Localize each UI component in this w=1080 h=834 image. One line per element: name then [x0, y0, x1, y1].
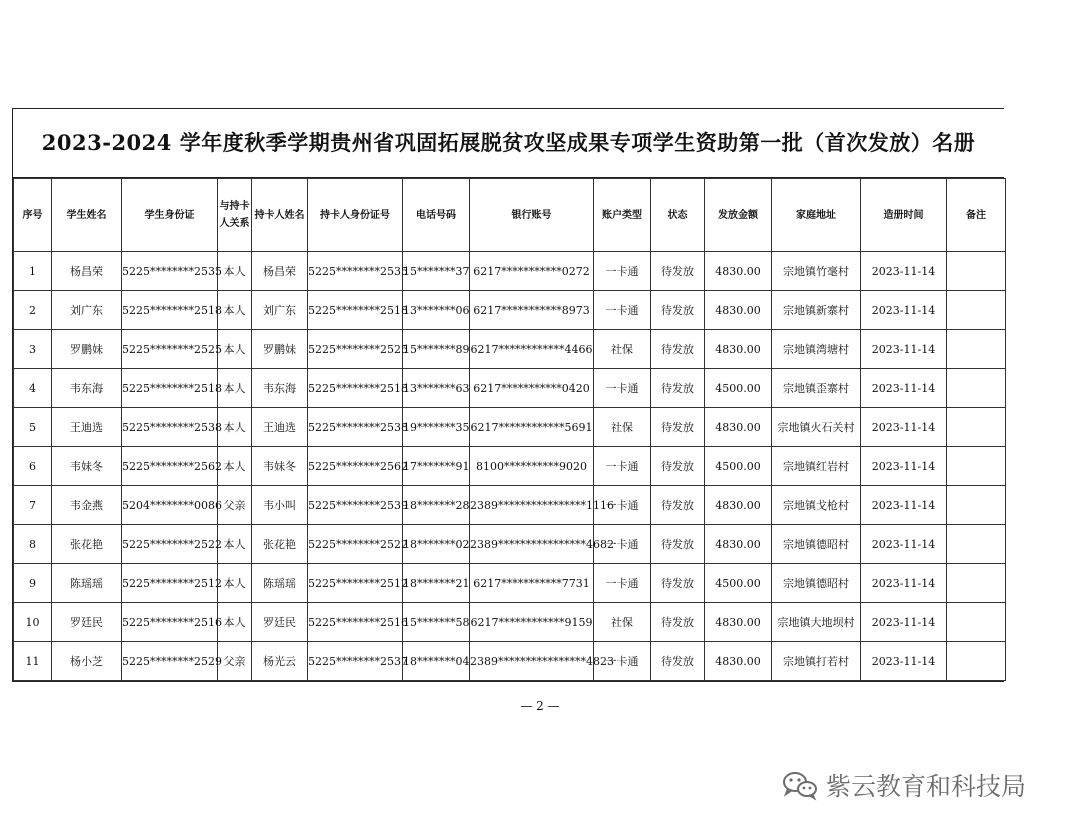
cell-holder-name: 杨光云	[252, 642, 308, 681]
cell-student-name: 杨昌荣	[52, 252, 122, 291]
cell-bank-account: 6217***********0420	[470, 369, 594, 408]
cell-student-name: 杨小芝	[52, 642, 122, 681]
header-amount: 发放金额	[705, 179, 772, 252]
cell-bank-account: 2389****************4823	[470, 642, 594, 681]
cell-relation: 父亲	[218, 486, 252, 525]
cell-student-name: 张花艳	[52, 525, 122, 564]
cell-phone: 18*******04	[403, 642, 470, 681]
table-row	[14, 291, 1006, 330]
cell-holder-id: 5225********2516	[308, 603, 403, 642]
cell-phone: 15*******58	[403, 603, 470, 642]
cell-amount: 4500.00	[705, 369, 772, 408]
cell-bank-account: 6217***********8973	[470, 291, 594, 330]
wechat-icon	[782, 770, 818, 800]
cell-student-name: 韦金燕	[52, 486, 122, 525]
cell-student-name: 刘广东	[52, 291, 122, 330]
cell-relation: 本人	[218, 447, 252, 486]
cell-seq: 9	[14, 564, 52, 603]
cell-account-type: 一卡通	[594, 642, 651, 681]
cell-holder-name: 王迪选	[252, 408, 308, 447]
cell-relation: 父亲	[218, 642, 252, 681]
cell-student-id: 5225********2535	[122, 252, 218, 291]
cell-amount: 4830.00	[705, 408, 772, 447]
table-row	[14, 603, 1006, 642]
cell-holder-name: 韦妹冬	[252, 447, 308, 486]
table-row	[14, 486, 1006, 525]
cell-register-time: 2023-11-14	[861, 330, 947, 369]
cell-student-id: 5204********0086	[122, 486, 218, 525]
cell-remarks	[947, 291, 1006, 330]
cell-holder-name: 张花艳	[252, 525, 308, 564]
document-title: 2023-2024 学年度秋季学期贵州省巩固拓展脱贫攻坚成果专项学生资助第一批（首次发放）名册	[13, 109, 1004, 178]
cell-student-name: 罗廷民	[52, 603, 122, 642]
cell-phone: 13*******06	[403, 291, 470, 330]
cell-register-time: 2023-11-14	[861, 252, 947, 291]
cell-amount: 4830.00	[705, 291, 772, 330]
roster-document	[12, 108, 1004, 682]
cell-register-time: 2023-11-14	[861, 642, 947, 681]
header-row	[14, 179, 1006, 252]
cell-seq: 10	[14, 603, 52, 642]
cell-relation: 本人	[218, 408, 252, 447]
cell-remarks	[947, 642, 1006, 681]
cell-bank-account: 8100**********9020	[470, 447, 594, 486]
cell-holder-id: 5225********2539	[308, 486, 403, 525]
cell-status: 待发放	[651, 252, 705, 291]
cell-status: 待发放	[651, 330, 705, 369]
cell-register-time: 2023-11-14	[861, 525, 947, 564]
cell-status: 待发放	[651, 447, 705, 486]
cell-phone: 17*******91	[403, 447, 470, 486]
cell-address: 宗地镇新寨村	[772, 291, 861, 330]
watermark	[782, 767, 1026, 803]
cell-seq: 7	[14, 486, 52, 525]
cell-bank-account: 6217***********0272	[470, 252, 594, 291]
header-bank-account: 银行账号	[470, 179, 594, 252]
cell-account-type: 社保	[594, 603, 651, 642]
roster-body	[14, 252, 1006, 681]
cell-holder-id: 5225********2512	[308, 564, 403, 603]
cell-student-id: 5225********2522	[122, 525, 218, 564]
cell-phone: 18*******21	[403, 564, 470, 603]
cell-address: 宗地镇德昭村	[772, 564, 861, 603]
cell-seq: 1	[14, 252, 52, 291]
cell-bank-account: 6217************9159	[470, 603, 594, 642]
cell-holder-id: 5225********2518	[308, 369, 403, 408]
cell-bank-account: 6217************4466	[470, 330, 594, 369]
cell-relation: 本人	[218, 330, 252, 369]
cell-bank-account: 2389****************4682	[470, 525, 594, 564]
header-holder-name: 持卡人姓名	[252, 179, 308, 252]
cell-relation: 本人	[218, 564, 252, 603]
cell-phone: 15*******37	[403, 252, 470, 291]
table-row	[14, 447, 1006, 486]
cell-remarks	[947, 525, 1006, 564]
cell-remarks	[947, 408, 1006, 447]
cell-remarks	[947, 369, 1006, 408]
cell-holder-id: 5225********2525	[308, 330, 403, 369]
cell-address: 宗地镇歪寨村	[772, 369, 861, 408]
subsidy-roster-table	[13, 178, 1006, 681]
cell-student-name: 韦妹冬	[52, 447, 122, 486]
cell-register-time: 2023-11-14	[861, 447, 947, 486]
header-phone: 电话号码	[403, 179, 470, 252]
page-number: — 2 —	[520, 699, 560, 713]
cell-status: 待发放	[651, 642, 705, 681]
header-relation: 与持卡人关系	[218, 179, 252, 252]
cell-relation: 本人	[218, 291, 252, 330]
cell-register-time: 2023-11-14	[861, 564, 947, 603]
cell-phone: 15*******89	[403, 330, 470, 369]
cell-holder-id: 5225********2535	[308, 252, 403, 291]
header-status: 状态	[651, 179, 705, 252]
table-row	[14, 525, 1006, 564]
cell-account-type: 一卡通	[594, 486, 651, 525]
cell-status: 待发放	[651, 291, 705, 330]
table-row	[14, 369, 1006, 408]
cell-address: 宗地镇湾塘村	[772, 330, 861, 369]
cell-status: 待发放	[651, 486, 705, 525]
cell-bank-account: 6217***********7731	[470, 564, 594, 603]
cell-address: 宗地镇大地坝村	[772, 603, 861, 642]
cell-remarks	[947, 330, 1006, 369]
header-seq: 序号	[14, 179, 52, 252]
table-row	[14, 642, 1006, 681]
cell-register-time: 2023-11-14	[861, 486, 947, 525]
header-holder-id: 持卡人身份证号	[308, 179, 403, 252]
cell-account-type: 一卡通	[594, 564, 651, 603]
cell-amount: 4830.00	[705, 252, 772, 291]
cell-account-type: 社保	[594, 408, 651, 447]
cell-address: 宗地镇戈枪村	[772, 486, 861, 525]
cell-student-id: 5225********2518	[122, 369, 218, 408]
cell-seq: 8	[14, 525, 52, 564]
cell-amount: 4830.00	[705, 486, 772, 525]
cell-phone: 18*******28	[403, 486, 470, 525]
cell-register-time: 2023-11-14	[861, 408, 947, 447]
cell-status: 待发放	[651, 525, 705, 564]
cell-student-id: 5225********2512	[122, 564, 218, 603]
cell-holder-id: 5225********2537	[308, 642, 403, 681]
cell-student-name: 王迪选	[52, 408, 122, 447]
cell-amount: 4830.00	[705, 603, 772, 642]
cell-register-time: 2023-11-14	[861, 603, 947, 642]
cell-student-id: 5225********2529	[122, 642, 218, 681]
cell-holder-id: 5225********2518	[308, 291, 403, 330]
header-account-type: 账户类型	[594, 179, 651, 252]
cell-address: 宗地镇竹毫村	[772, 252, 861, 291]
cell-student-id: 5225********2518	[122, 291, 218, 330]
table-row	[14, 408, 1006, 447]
cell-amount: 4500.00	[705, 564, 772, 603]
cell-seq: 3	[14, 330, 52, 369]
cell-holder-name: 陈瑶瑶	[252, 564, 308, 603]
cell-status: 待发放	[651, 603, 705, 642]
cell-amount: 4830.00	[705, 330, 772, 369]
cell-relation: 本人	[218, 525, 252, 564]
cell-holder-id: 5225********2522	[308, 525, 403, 564]
cell-address: 宗地镇德昭村	[772, 525, 861, 564]
cell-remarks	[947, 447, 1006, 486]
cell-register-time: 2023-11-14	[861, 369, 947, 408]
header-remarks: 备注	[947, 179, 1006, 252]
cell-address: 宗地镇火石关村	[772, 408, 861, 447]
cell-account-type: 一卡通	[594, 291, 651, 330]
table-row	[14, 252, 1006, 291]
cell-remarks	[947, 252, 1006, 291]
header-student-name: 学生姓名	[52, 179, 122, 252]
cell-holder-name: 韦东海	[252, 369, 308, 408]
header-address: 家庭地址	[772, 179, 861, 252]
watermark-text: 紫云教育和科技局	[826, 772, 1027, 801]
cell-phone: 18*******02	[403, 525, 470, 564]
cell-account-type: 社保	[594, 330, 651, 369]
cell-seq: 11	[14, 642, 52, 681]
cell-phone: 19*******35	[403, 408, 470, 447]
cell-account-type: 一卡通	[594, 447, 651, 486]
cell-status: 待发放	[651, 564, 705, 603]
cell-holder-name: 罗廷民	[252, 603, 308, 642]
cell-status: 待发放	[651, 369, 705, 408]
cell-account-type: 一卡通	[594, 525, 651, 564]
cell-student-id: 5225********2562	[122, 447, 218, 486]
cell-seq: 4	[14, 369, 52, 408]
cell-bank-account: 2389****************1116	[470, 486, 594, 525]
cell-holder-id: 5225********2562	[308, 447, 403, 486]
cell-remarks	[947, 564, 1006, 603]
cell-student-name: 陈瑶瑶	[52, 564, 122, 603]
header-register-time: 造册时间	[861, 179, 947, 252]
cell-remarks	[947, 486, 1006, 525]
cell-account-type: 一卡通	[594, 252, 651, 291]
cell-student-id: 5225********2525	[122, 330, 218, 369]
table-row	[14, 330, 1006, 369]
cell-holder-name: 韦小叫	[252, 486, 308, 525]
cell-amount: 4830.00	[705, 642, 772, 681]
cell-student-name: 韦东海	[52, 369, 122, 408]
cell-holder-id: 5225********2538	[308, 408, 403, 447]
cell-account-type: 一卡通	[594, 369, 651, 408]
cell-amount: 4830.00	[705, 525, 772, 564]
cell-seq: 5	[14, 408, 52, 447]
cell-relation: 本人	[218, 252, 252, 291]
cell-address: 宗地镇打若村	[772, 642, 861, 681]
cell-status: 待发放	[651, 408, 705, 447]
cell-phone: 13*******63	[403, 369, 470, 408]
cell-student-name: 罗鹏妹	[52, 330, 122, 369]
cell-address: 宗地镇红岩村	[772, 447, 861, 486]
cell-amount: 4500.00	[705, 447, 772, 486]
cell-student-id: 5225********2516	[122, 603, 218, 642]
cell-student-id: 5225********2538	[122, 408, 218, 447]
cell-seq: 6	[14, 447, 52, 486]
cell-holder-name: 刘广东	[252, 291, 308, 330]
cell-holder-name: 罗鹏妹	[252, 330, 308, 369]
cell-relation: 本人	[218, 369, 252, 408]
cell-bank-account: 6217************5691	[470, 408, 594, 447]
cell-holder-name: 杨昌荣	[252, 252, 308, 291]
cell-seq: 2	[14, 291, 52, 330]
header-student-id: 学生身份证	[122, 179, 218, 252]
table-row	[14, 564, 1006, 603]
cell-remarks	[947, 603, 1006, 642]
cell-relation: 本人	[218, 603, 252, 642]
cell-register-time: 2023-11-14	[861, 291, 947, 330]
